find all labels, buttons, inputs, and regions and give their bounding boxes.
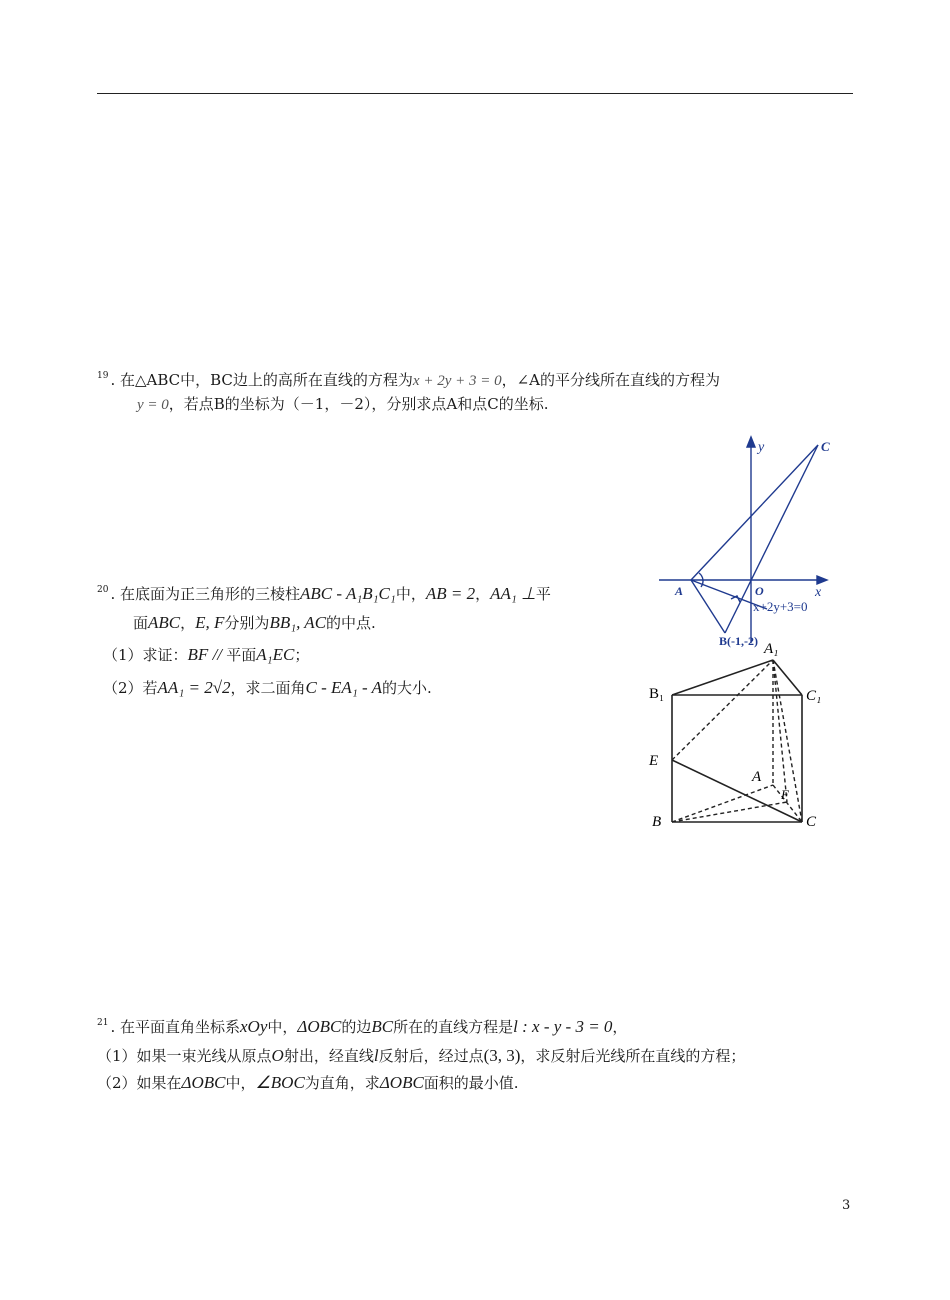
edge-ea1: [672, 660, 773, 760]
q21-p2-triangle: ΔOBC: [181, 1073, 226, 1092]
q21-xoy: xOy: [240, 1017, 268, 1036]
q20-text-f: ，: [180, 614, 196, 632]
q20-line2: [133, 612, 376, 633]
q20-part2: [103, 677, 432, 698]
q20-text-e: 面: [133, 614, 149, 632]
label-f: F: [781, 787, 789, 802]
q20-p1-bf: BF //: [187, 645, 227, 664]
q21-text-d: 所在的直线方程是: [393, 1018, 514, 1036]
q21-text-a: . 在平面直角坐标系: [110, 1018, 240, 1036]
fig19-eq-label: x+2y+3=0: [753, 599, 808, 614]
q20-text-c: ，: [475, 585, 491, 603]
q19-text-c: ，若点B的坐标为（－1，－2），分别求点A和点C的坐标.: [168, 395, 549, 413]
side-ac: [691, 445, 818, 580]
side-ab: [691, 580, 725, 633]
q20-ab: AB = 2: [425, 584, 476, 603]
q20-aa1: AA₁ ⊥: [490, 584, 536, 603]
q19-figure: [655, 433, 840, 648]
q20-p2-c: 的大小.: [381, 679, 432, 697]
q21-p2-b: 中，: [225, 1074, 256, 1092]
fig19-x-label: x: [815, 585, 822, 600]
q20-text-a: . 在底面为正三角形的三棱柱: [110, 585, 300, 603]
edge-a1c1: [773, 660, 802, 695]
fig19-b-label: B(-1,-2): [719, 634, 758, 648]
page-number: 3: [842, 1198, 851, 1213]
q20-ef: E, F: [195, 613, 225, 632]
label-a1: A₁: [764, 641, 779, 657]
x-axis-arrow: [817, 576, 827, 584]
q19-text-b: ，∠A的平分线所在直线的方程为: [501, 371, 721, 389]
q21-p2-triangle2: ΔOBC: [379, 1073, 424, 1092]
q20-p1-b: 平面: [226, 646, 257, 664]
fig19-o-label: O: [755, 584, 764, 598]
q21-p1-o: O: [271, 1046, 284, 1065]
q21-p1-l: l: [373, 1046, 379, 1065]
q19-text-a: . 在△ABC中，BC边上的高所在直线的方程为: [110, 371, 413, 389]
q20-abc: ABC: [148, 613, 181, 632]
edge-b1a1: [672, 660, 773, 695]
q21-line1: [97, 1016, 627, 1037]
header-rule: [97, 93, 853, 94]
q21-line-eq: l : x - y - 3 = 0: [513, 1017, 613, 1036]
q21-number: 21: [97, 1018, 109, 1028]
q19-line2: [137, 393, 548, 414]
q19-eq-altitude: x + 2y + 3 = 0: [412, 373, 502, 389]
label-c1: C₁: [806, 688, 822, 704]
q20-p1-plane: A₁EC: [256, 645, 295, 664]
label-e: E: [649, 753, 659, 769]
q21-text-c: 的边: [341, 1018, 372, 1036]
q21-p1-point: (3, 3): [483, 1046, 521, 1065]
q20-p1-a: （1）求证：: [103, 646, 188, 664]
q21-p1-c: 反射后，经过点: [378, 1047, 484, 1065]
q19-number: 19: [97, 371, 109, 381]
q20-bb1-ac: BB₁, AC: [269, 613, 327, 632]
q20-p2-angle: C - EA₁ - A: [305, 678, 382, 697]
q21-p1-b: 射出，经直线: [283, 1047, 374, 1065]
q21-p2-angle: ∠BOC: [255, 1073, 305, 1092]
edge-bf: [672, 802, 787, 822]
q20-number: 20: [97, 585, 109, 595]
y-axis-arrow: [747, 437, 755, 447]
q21-text-b: 中，: [267, 1018, 298, 1036]
q20-prism: ABC - A₁B₁C₁: [300, 584, 396, 603]
q21-p2-c: 为直角，求: [304, 1074, 380, 1092]
q20-p2-b: ，求二面角: [230, 679, 306, 697]
label-c: C: [806, 814, 817, 830]
q21-triangle: ΔOBC: [297, 1017, 342, 1036]
q19-line1: [97, 369, 720, 390]
q21-part1: [97, 1045, 745, 1066]
fig19-a-label: A: [675, 584, 684, 598]
label-b1: B₁: [649, 686, 665, 702]
q20-text-g: 分别为: [224, 614, 270, 632]
q20-part1: [103, 644, 309, 665]
q20-text-d: 平: [535, 585, 551, 603]
edge-a1f: [773, 660, 787, 802]
edge-ba: [672, 785, 773, 822]
q20-p1-c: ；: [294, 646, 310, 664]
q21-part2: [97, 1072, 519, 1093]
q20-text-h: 的中点.: [326, 614, 376, 632]
fig19-y-label: y: [758, 440, 765, 455]
q19-eq-bisector: y = 0: [137, 397, 169, 413]
q21-p2-d: 面积的最小值.: [423, 1074, 519, 1092]
q21-p1-a: （1）如果一束光线从原点: [97, 1047, 272, 1065]
q20-text-b: 中，: [395, 585, 426, 603]
q20-p2-aa1: AA₁ = 2√2: [157, 678, 231, 697]
label-b: B: [652, 814, 662, 830]
q21-bc: BC: [371, 1017, 394, 1036]
q20-figure: [640, 635, 840, 835]
fig19-c-label: C: [821, 439, 830, 454]
q20-line1: [97, 583, 551, 604]
q21-text-e: ，: [612, 1018, 628, 1036]
q20-p2-a: （2）若: [103, 679, 158, 697]
q21-p2-a: （2）如果在: [97, 1074, 182, 1092]
right-angle-mark: [731, 596, 740, 602]
q21-p1-d: ，求反射后光线所在直线的方程；: [520, 1047, 746, 1065]
label-a: A: [752, 769, 762, 785]
